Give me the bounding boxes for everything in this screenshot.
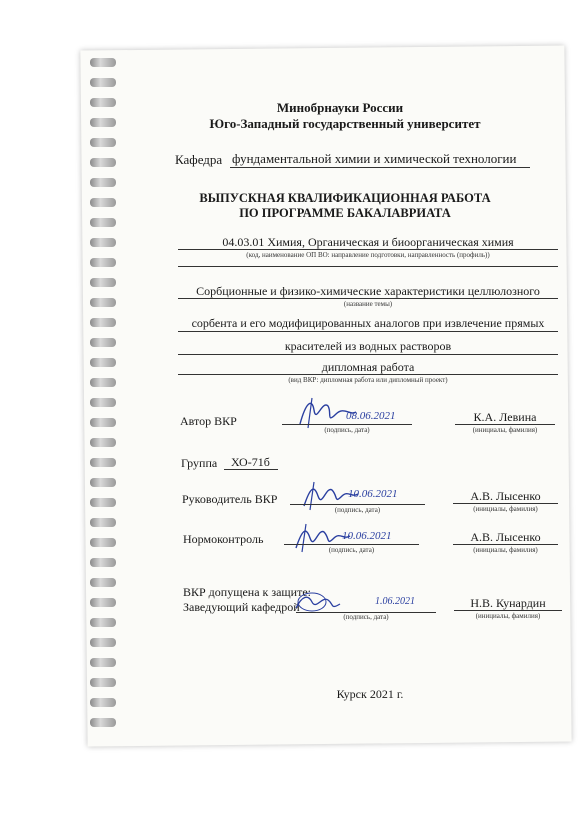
normcontrol-label: Нормоконтроль bbox=[183, 532, 264, 546]
binding-ring bbox=[90, 378, 116, 387]
binding-ring bbox=[90, 658, 116, 667]
head-name: Н.В. Кунардин bbox=[470, 596, 546, 610]
binding-ring bbox=[90, 598, 116, 607]
direction-underline-2 bbox=[178, 266, 558, 267]
binding-ring bbox=[90, 218, 116, 227]
work-type-value: дипломная работа bbox=[321, 360, 415, 374]
head-name-caption: (инициалы, фамилия) bbox=[475, 612, 541, 620]
binding-ring bbox=[90, 318, 116, 327]
author-sign-caption: (подпись, дата) bbox=[324, 426, 370, 434]
university-heading: Юго-Западный государственный университет bbox=[209, 116, 481, 131]
binding-ring bbox=[90, 78, 116, 87]
head-sign-caption: (подпись, дата) bbox=[343, 613, 389, 621]
supervisor-date: 10.06.2021 bbox=[348, 488, 398, 500]
author-name-caption: (инициалы, фамилия) bbox=[472, 426, 538, 434]
author-name-line bbox=[455, 424, 555, 425]
binding-ring bbox=[90, 258, 116, 267]
department-label: Кафедра bbox=[175, 152, 223, 167]
supervisor-name: А.В. Лысенко bbox=[470, 489, 541, 503]
work-title-line2: ПО ПРОГРАММЕ БАКАЛАВРИАТА bbox=[239, 206, 451, 220]
supervisor-label: Руководитель ВКР bbox=[182, 492, 278, 506]
topic-line2: сорбента и его модифицированных аналогов при извлечение прямых bbox=[191, 316, 545, 330]
author-sign-line bbox=[282, 424, 412, 425]
supervisor-sign-caption: (подпись, дата) bbox=[334, 506, 381, 514]
topic-caption: (название темы) bbox=[343, 300, 393, 308]
binding-ring bbox=[90, 298, 116, 307]
work-title-line1: ВЫПУСКНАЯ КВАЛИФИКАЦИОННАЯ РАБОТА bbox=[199, 191, 491, 205]
binding-ring bbox=[90, 198, 116, 207]
work-type-caption: (вид ВКР: дипломная работа или дипломный проект) bbox=[288, 376, 448, 384]
direction-caption: (код, наименование ОП ВО: направление подготовки, направленность (профиль)) bbox=[246, 251, 490, 259]
head-of-department-label: Заведующий кафедрой bbox=[183, 600, 300, 614]
binding-ring bbox=[90, 618, 116, 627]
topic-underline-2 bbox=[178, 331, 558, 332]
normcontrol-name: А.В. Лысенко bbox=[470, 530, 541, 544]
binding-ring bbox=[90, 178, 116, 187]
direction-value: 04.03.01 Химия, Органическая и биоорганическая химия bbox=[222, 235, 514, 249]
binding-ring bbox=[90, 638, 116, 647]
head-date: 1.06.2021 bbox=[375, 596, 415, 607]
binding-ring bbox=[90, 518, 116, 527]
work-type-underline bbox=[178, 374, 558, 375]
author-date: 08.06.2021 bbox=[346, 410, 396, 422]
binding-ring bbox=[90, 398, 116, 407]
topic-line1: Сорбционные и физико-химические характеристики целлюлозного bbox=[196, 284, 540, 298]
department-underline bbox=[230, 167, 530, 168]
binding-ring bbox=[90, 538, 116, 547]
supervisor-sign-line bbox=[290, 504, 425, 505]
author-name: К.А. Левина bbox=[473, 410, 537, 424]
normcontrol-date: 10.06.2021 bbox=[342, 530, 392, 542]
normcontrol-sign-line bbox=[284, 544, 419, 545]
binding-ring bbox=[90, 678, 116, 687]
binding-ring bbox=[90, 338, 116, 347]
binding-ring bbox=[90, 558, 116, 567]
city-year: Курск 2021 г. bbox=[336, 687, 404, 701]
binding-ring bbox=[90, 698, 116, 707]
binding-ring bbox=[90, 158, 116, 167]
binding-ring bbox=[90, 438, 116, 447]
group-value: ХО-71б bbox=[231, 455, 270, 469]
author-label: Автор ВКР bbox=[180, 414, 237, 428]
supervisor-name-caption: (инициалы, фамилия) bbox=[473, 505, 538, 513]
binding-ring bbox=[90, 458, 116, 467]
topic-underline-1 bbox=[178, 298, 558, 299]
group-label: Группа bbox=[181, 456, 218, 470]
binding-ring bbox=[90, 718, 116, 727]
binding-ring bbox=[90, 418, 116, 427]
group-underline bbox=[224, 469, 278, 470]
ministry-heading: Минобрнауки России bbox=[276, 100, 404, 115]
binding-ring bbox=[90, 578, 116, 587]
binding-ring bbox=[90, 278, 116, 287]
topic-underline-3 bbox=[178, 354, 558, 355]
binding-ring bbox=[90, 98, 116, 107]
admission-label: ВКР допущена к защите: bbox=[183, 585, 311, 599]
normcontrol-name-line bbox=[453, 544, 558, 545]
binding-ring bbox=[90, 478, 116, 487]
normcontrol-sign-caption: (подпись, дата) bbox=[328, 546, 375, 554]
spiral-binding bbox=[84, 50, 122, 740]
supervisor-name-line bbox=[453, 503, 558, 504]
binding-ring bbox=[90, 58, 116, 67]
binding-ring bbox=[90, 358, 116, 367]
binding-ring bbox=[90, 138, 116, 147]
head-name-line bbox=[454, 610, 562, 611]
binding-ring bbox=[90, 238, 116, 247]
binding-ring bbox=[90, 118, 116, 127]
department-name: фундаментальной химии и химической технологии bbox=[232, 151, 517, 166]
binding-ring bbox=[90, 498, 116, 507]
normcontrol-name-caption: (инициалы, фамилия) bbox=[473, 546, 538, 554]
direction-underline bbox=[178, 249, 558, 250]
topic-line3: красителей из водных растворов bbox=[284, 339, 452, 353]
